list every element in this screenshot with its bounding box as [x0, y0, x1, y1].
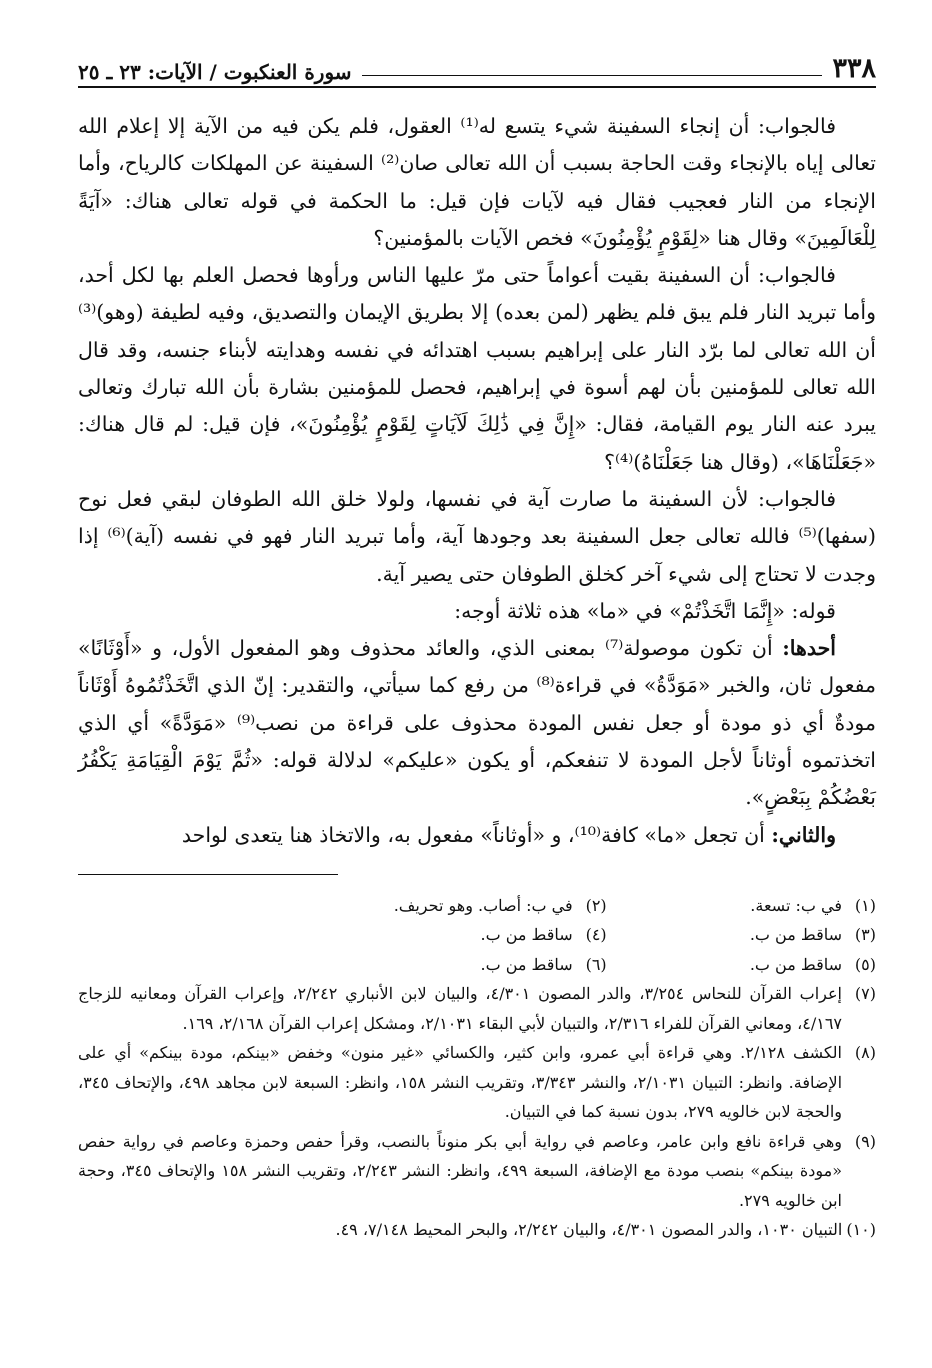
main-text — [78, 108, 876, 854]
paragraph-lead: أحدها: — [782, 636, 836, 661]
footnote: (١٠) التبيان ١٠٣٠، والدر المصون ٤/٣٠١، والبيان ٢/٢٤٢، والبحر المحيط ٧/١٤٨، ٤٩. — [335, 1220, 876, 1240]
footnote-separator — [78, 874, 338, 875]
paragraph: فالجواب: أن إنجاء السفينة شيء يتسع له⁽¹⁾ العقول، فلم يكن فيه من الآية إلا إعلام الله تعالى إياه بالإنجاء وقت الحاجة بسبب أن الله تعالى صان⁽²⁾ السفينة عن المهلكات كالرياح، وأما الإنجاء من النار فعجيب فقال فيه لآيات فإن قيل: ما الحكمة في قوله تعالى هناك: «آيَةً لِلْعَالَمِينَ» وقال هنا «لِقَوْمٍ يُؤْمِنُونَ» فخص الآيات بالمؤمنين؟ — [78, 114, 876, 250]
paragraph: قوله: «إِنَّمَا اتَّخَذْتُمْ» في «ما» هذه ثلاثة أوجه: — [454, 598, 836, 623]
page-header — [78, 38, 876, 88]
header-rule — [362, 75, 823, 76]
short-footnotes — [78, 891, 876, 980]
footnote: (٦) ساقط من ب. — [480, 954, 607, 974]
paragraph: أحدها: أن تكون موصولة⁽⁷⁾ بمعنى الذي، والعائد محذوف وهو المفعول الأول، و «أَوْثَانًا» مفعول ثان، والخبر «مَوَدَّةُ» في قراءة⁽⁸⁾ من رفع كما سيأتي، والتقدير: إنّ الذي اتَّخَذْتُمُوهُ أَوْثَاناً مودةٌ أي ذو مودة أو جعل نفس المودة محذوف على قراءة من نصب⁽⁹⁾ «مَوَدَّةً» أي الذي اتخذتموه أوثاناً لأجل المودة لا تنفعكم، أو يكون «عليكم» لدلالة قوله: «ثُمَّ يَوْمَ الْقِيَامَةِ يَكْفُرُ بَعْضُكُمْ بِبَعْضٍ». — [78, 636, 876, 810]
footnote: (٢) في ب: أصاب. وهو تحريف. — [393, 895, 607, 915]
footnote: (٣) ساقط من ب. — [749, 925, 876, 945]
footnotes — [78, 891, 876, 1245]
footnote-empty — [78, 920, 337, 950]
footnote: (٥) ساقط من ب. — [749, 954, 876, 974]
running-title: سورة العنكبوت / الآيات: ٢٣ ـ ٢٥ — [78, 60, 352, 84]
footnote: (١) في ب: تسعة. — [750, 895, 876, 915]
footnote: (٨) الكشف ٢/١٢٨. وهي قراءة أبي عمرو، وابن كثير، والكسائي «غير منون» وخفض «بينكم، مودة بينكم» أي على الإضافة. وانظر: التبيان ٢/١٠٣١، والنشر ٣/٣٤٣، وتقريب النشر ١٥٨، وانظر: السبعة لابن مجاهد ٤٩٨، والإتحاف ٣٤٥، والحجة لابن خالويه ٢٧٩، بدون نسبة كما في التبيان. — [78, 1043, 876, 1122]
footnote: (٩) وهي قراءة نافع وابن عامر، وعاصم في رواية أبي بكر منوناً بالنصب، وقرأ حفص وحمزة وعاصم في رواية حفص «مودة بينكم» بنصب مودة مع الإضافة، السبعة ٤٩٩، وانظر: النشر ٢/٢٤٣، وتقريب النشر ١٥٨ والإتحاف ٣٤٥، وحجة ابن خالويه ٢٧٩. — [78, 1131, 876, 1210]
page-number: ٣٣٨ — [832, 53, 876, 84]
book-page — [78, 38, 876, 1245]
footnote: (٧) إعراب القرآن للنحاس ٣/٢٥٤، والدر المصون ٤/٣٠١، والبيان لابن الأنباري ٢/٢٤٢، وإعراب القرآن ومعانيه للزجاج ٤/١٦٧، ومعاني القرآن للفراء ٢/٣١٦، والتبيان لأبي البقاء ٢/١٠٣١، ومشكل إعراب القرآن ٢/١٦٨، ١٦٩. — [78, 984, 876, 1033]
paragraph: والثاني: أن تجعل «ما» كافة⁽¹⁰⁾، و «أوثاناً» مفعول به، والاتخاذ هنا يتعدى لواحد — [181, 822, 836, 847]
footnote-empty — [78, 891, 337, 921]
footnote-empty — [78, 950, 337, 980]
paragraph-lead: والثاني: — [771, 822, 836, 847]
footnote: (٤) ساقط من ب. — [480, 925, 607, 945]
paragraph: فالجواب: لأن السفينة ما صارت آية في نفسها، ولولا خلق الله الطوفان لبقي فعل نوح (سفها)⁽⁵⁾ فالله تعالى جعل السفينة بعد وجودها آية، وأما تبريد النار فهو في نفسه (آية)⁽⁶⁾ إذا وجدت لا تحتاج إلى شيء آخر كخلق الطوفان حتى يصير آية. — [78, 486, 876, 586]
paragraph: فالجواب: أن السفينة بقيت أعواماً حتى مرّ عليها الناس ورأوها فحصل العلم بها لكل أحد، وأما تبريد النار فلم يبق فلم يظهر (لمن بعده) إلا بطريق الإيمان والتصديق، وفيه لطيفة (وهو)⁽³⁾ أن الله تعالى لما برّد النار على إبراهيم بسبب اهتدائه في نفسه وهدايته لأبناء جنسه، وقد قال الله تعالى للمؤمنين بأن لهم أسوة في إبراهيم، فحصل للمؤمنين بشارة بأن الله تبارك وتعالى يبرد عنه النار يوم القيامة، فقال: «إِنَّ فِي ذَٰلِكَ لَآيَاتٍ لِقَوْمٍ يُؤْمِنُونَ»، فإن قيل: لم قال هناك: «جَعَلْنَاهَا»، (وقال هنا جَعَلْنَاهُ)⁽⁴⁾؟ — [78, 263, 876, 474]
